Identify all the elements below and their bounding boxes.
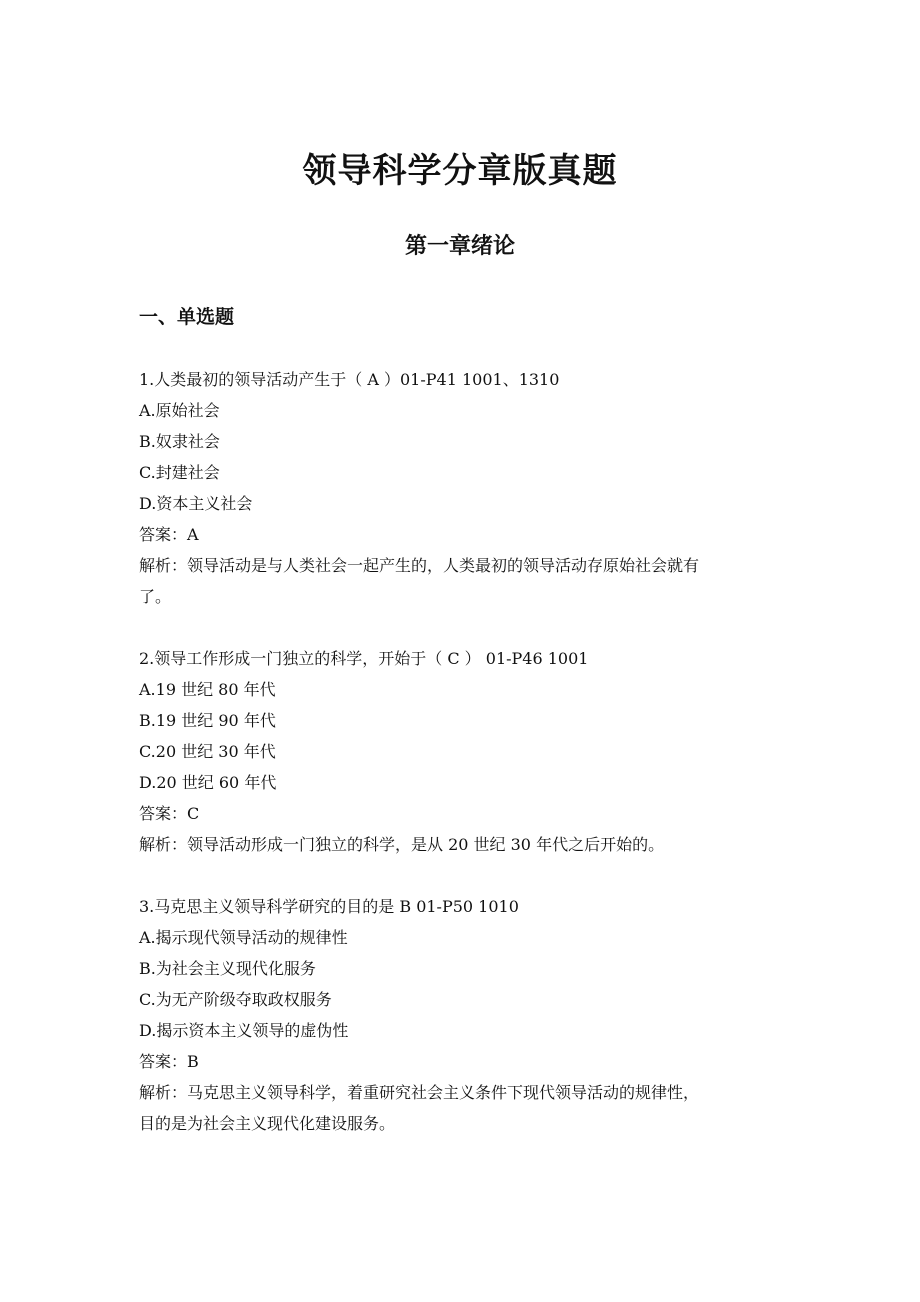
option-a: A.19 世纪 80 年代: [139, 680, 276, 699]
option-c: C.20 世纪 30 年代: [139, 742, 276, 761]
option-c: C.为无产阶级夺取政权服务: [139, 990, 332, 1009]
question-stem: 1.人类最初的领导活动产生于（ A ）01-P41 1001、1310: [139, 370, 560, 389]
option-d: D.20 世纪 60 年代: [139, 773, 277, 792]
question-stem: 3.马克思主义领导科学研究的目的是 B 01-P50 1010: [139, 897, 519, 916]
option-a: A.揭示现代领导活动的规律性: [139, 928, 348, 947]
option-b: B.为社会主义现代化服务: [139, 959, 316, 978]
explanation-line: 解析：领导活动形成一门独立的科学，是从 20 世纪 30 年代之后开始的。: [139, 835, 665, 854]
option-d: D.资本主义社会: [139, 494, 253, 513]
question-stem: 2.领导工作形成一门独立的科学，开始于（ C ） 01-P46 1001: [139, 649, 589, 668]
option-a: A.原始社会: [139, 401, 220, 420]
option-b: B.19 世纪 90 年代: [139, 711, 276, 730]
explanation-line: 解析：领导活动是与人类社会一起产生的，人类最初的领导活动存原始社会就有: [139, 556, 700, 575]
option-c: C.封建社会: [139, 463, 220, 482]
section-heading: 一、单选题: [139, 306, 235, 328]
answer: 答案：A: [139, 525, 199, 544]
answer: 答案：C: [139, 804, 200, 823]
document-title: 领导科学分章版真题: [302, 151, 618, 191]
explanation-line: 目的是为社会主义现代化建设服务。: [139, 1114, 396, 1133]
explanation-line: 了。: [139, 587, 172, 606]
answer: 答案：B: [139, 1052, 199, 1071]
option-d: D.揭示资本主义领导的虚伪性: [139, 1021, 349, 1040]
chapter-title: 第一章绪论: [404, 234, 515, 259]
explanation-line: 解析：马克思主义领导科学，着重研究社会主义条件下现代领导活动的规律性，: [139, 1083, 700, 1102]
option-b: B.奴隶社会: [139, 432, 220, 451]
